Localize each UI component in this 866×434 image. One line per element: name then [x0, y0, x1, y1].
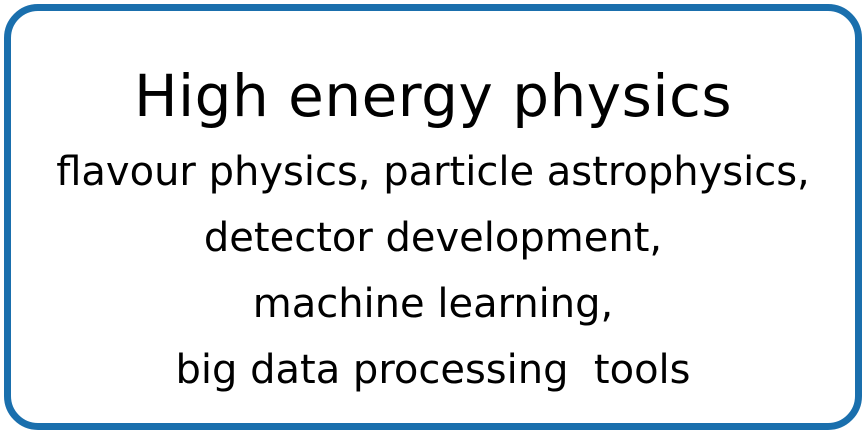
- topic-card: [4, 4, 862, 430]
- topic-line-1: flavour physics, particle astrophysics,: [56, 149, 810, 195]
- topic-line-4: big data processing tools: [175, 347, 691, 393]
- card-title: High energy physics: [133, 62, 733, 130]
- topic-card-content: [11, 11, 855, 423]
- topic-line-2: detector development,: [203, 215, 663, 261]
- topic-line-3: machine learning,: [252, 281, 614, 327]
